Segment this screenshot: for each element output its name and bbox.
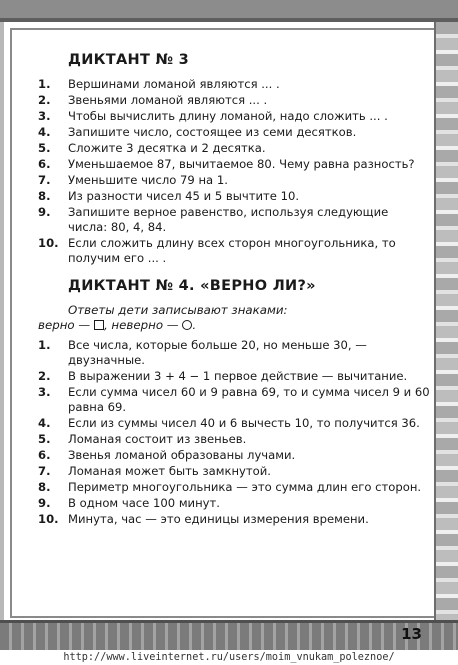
answer-instructions: Ответы дети записывают знаками: <box>68 303 288 317</box>
dictation-4-list <box>38 338 430 527</box>
dictation-4-heading: ДИКТАНТ № 4. «ВЕРНО ЛИ?» <box>68 278 316 294</box>
item-number: 3. <box>38 385 51 399</box>
list-item <box>38 173 430 188</box>
list-item <box>38 432 430 447</box>
item-number: 10. <box>38 236 59 250</box>
page-content <box>38 52 430 528</box>
left-border <box>0 22 4 620</box>
item-text: Сложите 3 десятка и 2 десятка. <box>68 141 266 155</box>
item-number: 3. <box>38 109 51 123</box>
list-item <box>38 338 430 368</box>
true-label: верно — <box>38 318 91 332</box>
item-text: Звенья ломаной образованы лучами. <box>68 448 296 462</box>
item-number: 2. <box>38 369 51 383</box>
list-item <box>38 512 430 527</box>
list-item <box>38 125 430 140</box>
source-url: http://www.liveinternet.ru/users/moim_vnukam_poleznoe/ <box>63 652 395 663</box>
item-number: 7. <box>38 173 51 187</box>
item-number: 7. <box>38 464 51 478</box>
item-number: 10. <box>38 512 59 526</box>
list-item <box>38 141 430 156</box>
false-label: , неверно — <box>103 318 179 332</box>
item-number: 8. <box>38 189 51 203</box>
list-item <box>38 385 430 415</box>
item-text: Если из суммы чисел 40 и 6 вычесть 10, то получится 36. <box>68 416 420 430</box>
item-text: Ломаная может быть замкнутой. <box>68 464 271 478</box>
item-text: Периметр многоугольника — это сумма длин его сторон. <box>68 480 422 494</box>
circle-symbol-icon <box>182 320 192 330</box>
square-symbol-icon <box>94 320 104 330</box>
list-item <box>38 464 430 479</box>
item-text: Уменьшаемое 87, вычитаемое 80. Чему равна разность? <box>68 157 415 171</box>
item-text: Если сложить длину всех сторон многоугольника, то получим его ... . <box>68 236 396 265</box>
item-number: 1. <box>38 77 51 91</box>
item-text: Чтобы вычислить длину ломаной, надо сложить ... . <box>68 109 388 123</box>
item-text: В одном часе 100 минут. <box>68 496 220 510</box>
item-text: Ломаная состоит из звеньев. <box>68 432 247 446</box>
item-text: Звеньями ломаной являются ... . <box>68 93 268 107</box>
list-item <box>38 157 430 172</box>
top-border-bar <box>0 0 458 22</box>
item-text: В выражении 3 + 4 − 1 первое действие — вычитание. <box>68 369 408 383</box>
item-text: Запишите число, состоящее из семи десятков. <box>68 125 357 139</box>
list-item <box>38 93 430 108</box>
right-decorative-strip <box>434 22 458 620</box>
legend-end-mark: . <box>192 318 197 332</box>
item-text: Вершинами ломаной являются ... . <box>68 77 280 91</box>
list-item <box>38 369 430 384</box>
list-item <box>38 448 430 463</box>
list-item <box>38 416 430 431</box>
item-number: 8. <box>38 480 51 494</box>
dictation-3-list <box>38 77 430 266</box>
item-number: 6. <box>38 448 51 462</box>
item-number: 6. <box>38 157 51 171</box>
list-item <box>38 77 430 92</box>
list-item <box>38 496 430 511</box>
item-number: 4. <box>38 416 51 430</box>
item-number: 1. <box>38 338 51 352</box>
item-number: 5. <box>38 432 51 446</box>
item-number: 4. <box>38 125 51 139</box>
item-number: 9. <box>38 205 51 219</box>
list-item <box>38 205 430 235</box>
list-item <box>38 480 430 495</box>
list-item <box>38 236 430 266</box>
item-text: Запишите верное равенство, используя следующие числа: 80, 4, 84. <box>68 205 389 234</box>
item-text: Уменьшите число 79 на 1. <box>68 173 228 187</box>
item-number: 2. <box>38 93 51 107</box>
item-number: 9. <box>38 496 51 510</box>
answer-symbols-legend <box>38 318 430 333</box>
item-text: Все числа, которые больше 20, но меньше 30, — двузначные. <box>68 338 367 367</box>
page-number: 13 <box>401 625 422 643</box>
item-text: Если сумма чисел 60 и 9 равна 69, то и сумма чисел 9 и 60 равна 69. <box>68 385 430 414</box>
dictation-3-heading: ДИКТАНТ № 3 <box>68 52 189 68</box>
item-text: Из разности чисел 45 и 5 вычтите 10. <box>68 189 300 203</box>
list-item <box>38 189 430 204</box>
item-number: 5. <box>38 141 51 155</box>
item-text: Минута, час — это единицы измерения времени. <box>68 512 369 526</box>
bottom-border-bar <box>0 620 458 650</box>
list-item <box>38 109 430 124</box>
